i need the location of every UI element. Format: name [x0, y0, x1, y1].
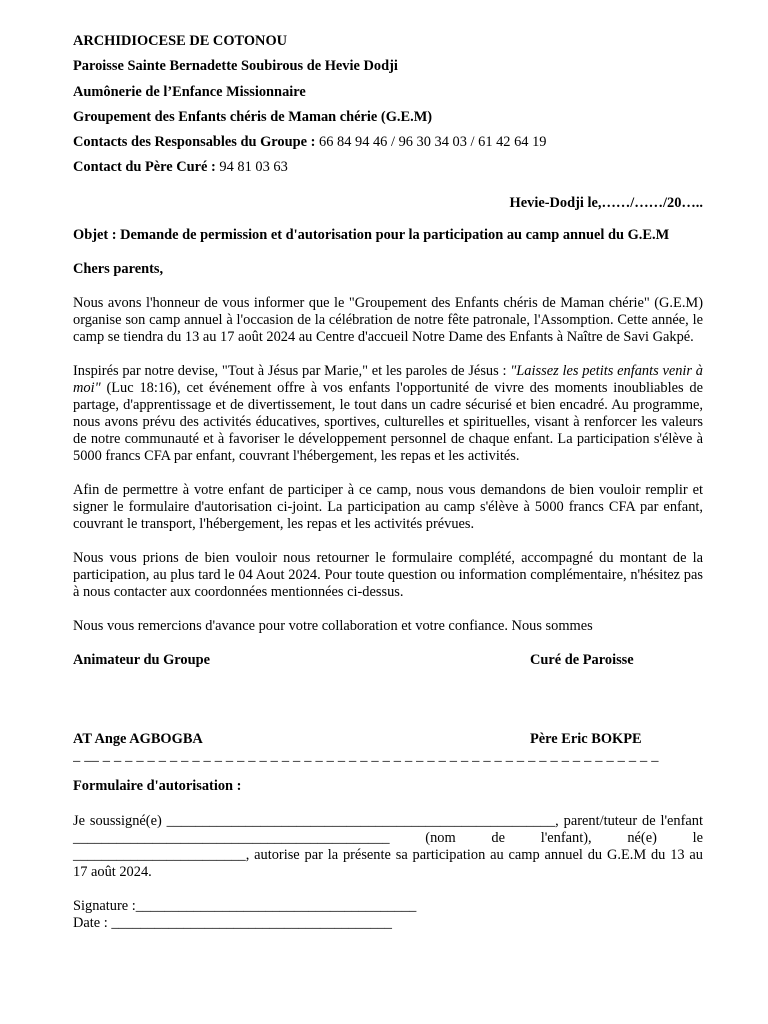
signature-names — [73, 731, 703, 748]
paragraph-motto-end: (Luc 18:16), cet événement offre à vos enfants l'opportunité de vivre des moments inoubliables de partage, d'apprentissage et de divertissement, le tout dans un cadre sécurisé et bien encadré. Au programme, nous avons prévu des activités éducatives, sportives, culturelles et spirituelles, visant à renforcer les valeurs de notre communauté et à favoriser le développement personnel de chaque enfant. La participation s'élève à 5000 francs CFA par enfant, couvrant l'hébergement, les repas et les activités. — [73, 380, 703, 465]
form-date-line[interactable]: Date : _______________________________________ — [73, 915, 392, 932]
animator-name: AT Ange AGBOGBA — [73, 731, 203, 748]
paragraph-return: Nous vous prions de bien vouloir nous retourner le formulaire complété, accompagné du montant de la participation, au plus tard le 04 Aout 2024. Pour toute question ou information complémentaire, n'hésitez pas à nous contacter aux coordonnées mentionnées ci-dessus. — [73, 550, 703, 601]
group-heading: Groupement des Enfants chéris de Maman chérie (G.E.M) — [73, 108, 433, 125]
diocese-heading: ARCHIDIOCESE DE COTONOU — [73, 33, 288, 49]
form-signature-line[interactable]: Signature :_______________________________________ — [73, 898, 417, 915]
document-page — [73, 33, 703, 932]
priest-title: Curé de Paroisse — [530, 652, 634, 669]
signature-titles — [73, 652, 703, 669]
cut-separator: _ __ _ _ _ _ _ _ _ _ _ _ _ _ _ _ _ _ _ _ _ _ _ _ _ _ _ _ _ _ _ _ _ _ _ _ _ _ _ _ _ _ _ _ _ _ _ _ _ _ _ _ — [73, 748, 659, 765]
paragraph-motto — [73, 363, 703, 465]
group-contacts-value: 66 84 94 46 / 96 30 34 03 / 61 42 64 19 — [315, 134, 547, 151]
chaplaincy-heading: Aumônerie de l’Enfance Missionnaire — [73, 83, 306, 100]
priest-name: Père Eric BOKPE — [530, 731, 642, 748]
form-title: Formulaire d'autorisation : — [73, 778, 242, 795]
paragraph-request: Afin de permettre à votre enfant de participer à ce camp, nous vous demandons de bien vouloir remplir et signer le formulaire d'autorisation ci-joint. La participation au camp s'élève à 5000 francs CFA par enfant, couvrant le transport, l'hébergement, les repas et les activités prévues. — [73, 482, 703, 533]
scripture-quote: "Laissez les petits enfants venir à moi" — [73, 363, 703, 397]
greeting: Chers parents, — [73, 261, 164, 278]
group-contacts-label: Contacts des Responsables du Groupe : — [73, 134, 316, 151]
letter-subject: Objet : Demande de permission et d'autorisation pour la participation au camp annuel du G.E.M — [73, 227, 670, 244]
form-authorization-text[interactable]: Je soussigné(e) ______________________________________________________, parent/tuteur de l'enfant ____________________________________________ (nom de l'enfant), né(e) le ________________________, autorise par la présente sa participation au camp annuel du G.E.M du 13 au 17 août 2024. — [73, 813, 703, 881]
group-contacts — [73, 134, 703, 151]
paragraph-intro: Nous avons l'honneur de vous informer que le "Groupement des Enfants chéris de Maman chérie" (G.E.M) organise son camp annuel à l'occasion de la célébration de notre fête patronale, l'Assomption. Cette année, le camp se tiendra du 13 au 17 août 2024 au Centre d'accueil Notre Dame des Enfants à Naître de Savi Gakpé. — [73, 295, 703, 346]
priest-contact-label: Contact du Père Curé : — [73, 159, 216, 176]
animator-title: Animateur du Groupe — [73, 652, 210, 669]
priest-contact — [73, 159, 703, 176]
parish-heading: Paroisse Sainte Bernadette Soubirous de Hevie Dodji — [73, 58, 398, 75]
paragraph-thanks: Nous vous remercions d'avance pour votre collaboration et votre confiance. Nous sommes — [73, 618, 593, 635]
priest-contact-value: 94 81 03 63 — [215, 159, 288, 176]
signature-space — [73, 669, 703, 731]
paragraph-motto-start: Inspirés par notre devise, "Tout à Jésus par Marie," et les paroles de Jésus : — [73, 363, 511, 380]
date-line: Hevie-Dodji le,……/……/20….. — [509, 195, 703, 212]
